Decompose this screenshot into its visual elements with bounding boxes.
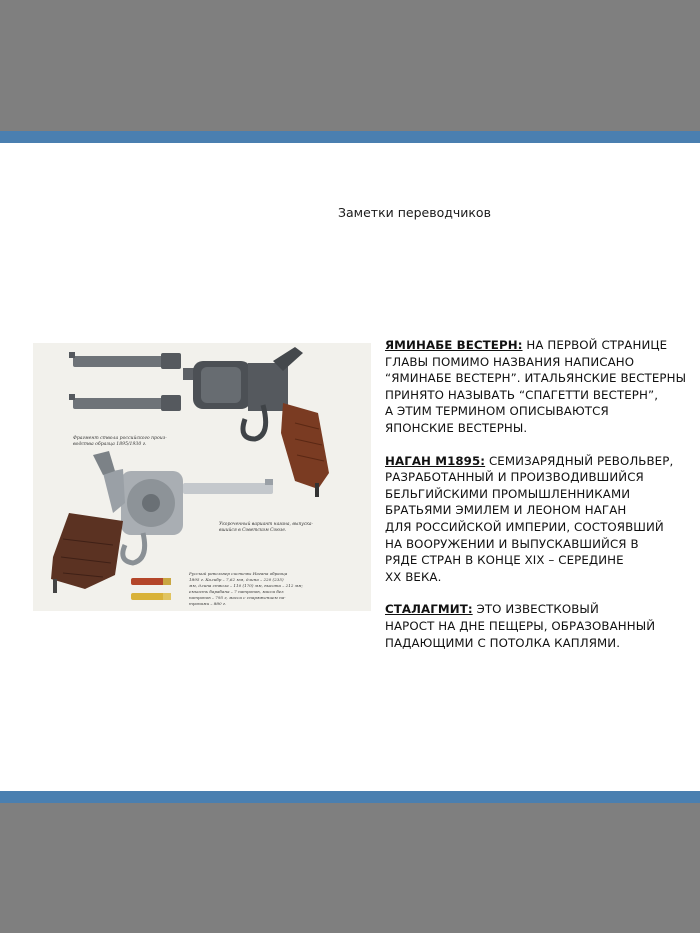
note-line: БЕЛЬГИЙСКИМИ ПРОМЫШЛЕННИКАМИ — [385, 486, 631, 501]
note-nagant-m1895 — [385, 453, 685, 586]
note-yaminabe-western — [385, 337, 685, 437]
svg-text:патронов – 795 г, масса с снар: патронов – 795 г, масса с снаряжением па- — [189, 595, 286, 600]
revolver-drawing — [33, 343, 371, 611]
svg-text:Укороченный вариант нагана, вы: Укороченный вариант нагана, выпуска- — [219, 522, 314, 527]
note-stalagmite — [385, 601, 685, 651]
bottom-accent-band — [0, 791, 700, 803]
top-accent-band — [0, 131, 700, 143]
page-title: Заметки переводчиков — [338, 205, 491, 220]
note-line: НА ПЕРВОЙ СТРАНИЦЕ — [522, 338, 668, 352]
cartridges — [131, 578, 171, 600]
note-line: ДЛЯ РОССИЙСКОЙ ИМПЕРИИ, СОСТОЯВШИЙ — [385, 519, 664, 534]
svg-text:водства образца 1895/1930 г.: водства образца 1895/1930 г. — [73, 442, 147, 447]
note-line: ПРИНЯТО НАЗЫВАТЬ “СПАГЕТТИ ВЕСТЕРН”, — [385, 387, 659, 402]
note-line: НАРОСТ НА ДНЕ ПЕЩЕРЫ, ОБРАЗОВАННЫЙ — [385, 618, 656, 633]
note-term: ЯМИНАБЕ ВЕСТЕРН: — [385, 338, 523, 352]
svg-text:емкость барабана – 7 патронов,: емкость барабана – 7 патронов, масса без — [189, 589, 284, 594]
note-line: ПАДАЮЩИМИ С ПОТОЛКА КАПЛЯМИ. — [385, 635, 621, 650]
note-term: СТАЛАГМИТ: — [385, 602, 473, 617]
note-line: ЯПОНСКИЕ ВЕСТЕРНЫ. — [385, 420, 528, 435]
note-line: НА ВООРУЖЕНИИ И ВЫПУСКАВШИЙСЯ В — [385, 536, 639, 551]
note-line: РЯДЕ СТРАН В КОНЦЕ XIX – СЕРЕДИНЕ — [385, 553, 624, 568]
svg-text:Русский револьвер системы Нага: Русский револьвер системы Нагана образца — [189, 571, 288, 576]
note-line: XX ВЕКА. — [385, 569, 442, 584]
spare-barrel-1 — [69, 352, 181, 369]
svg-text:1895 г. Калибр – 7,62 мм, длин: 1895 г. Калибр – 7,62 мм, длина – 220 (235) — [189, 577, 284, 582]
note-line: ЭТО ИЗВЕСТКОВЫЙ — [472, 602, 599, 617]
spare-barrel-2 — [69, 394, 181, 411]
note-line: РАЗРАБОТАННЫЙ И ПРОИЗВОДИВШИЙСЯ — [385, 470, 644, 485]
note-line: “ЯМИНАБЕ ВЕСТЕРН”. ИТАЛЬЯНСКИЕ ВЕСТЕРНЫ — [385, 371, 687, 386]
note-term: НАГАН М1895: — [385, 453, 486, 468]
translator-notes — [385, 337, 685, 667]
document-page — [0, 143, 700, 791]
note-line: А ЭТИМ ТЕРМИНОМ ОПИСЫВАЮТСЯ — [385, 404, 609, 419]
svg-text:Фрагмент ствола российского пр: Фрагмент ствола российского произ- — [73, 436, 167, 441]
note-line: БРАТЬЯМИ ЭМИЛЕМ И ЛЕОНОМ НАГАН — [385, 503, 627, 518]
svg-text:мм, длина ствола – 110 (170) м: мм, длина ствола – 110 (170) мм, высота – 212 мм; — [189, 583, 303, 588]
svg-text:вшийся в Советском Союзе.: вшийся в Советском Союзе. — [219, 528, 287, 533]
note-line: ГЛАВЫ ПОМИМО НАЗВАНИЯ НАПИСАНО — [385, 354, 635, 369]
svg-text:тронами – 880 г.: тронами – 880 г. — [189, 601, 227, 606]
revolver-illustration — [33, 343, 371, 611]
note-line: СЕМИЗАРЯДНЫЙ РЕВОЛЬВЕР, — [485, 453, 674, 468]
nagant-revolver-top — [183, 347, 329, 497]
